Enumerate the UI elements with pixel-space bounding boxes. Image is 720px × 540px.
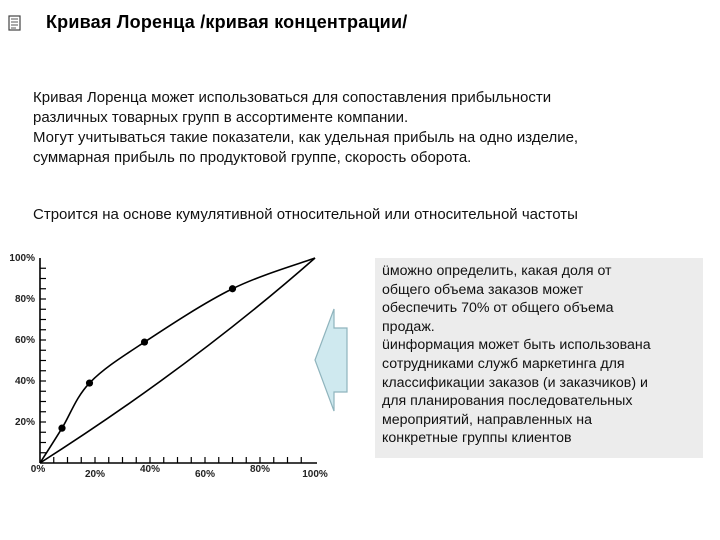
left-arrow-icon bbox=[314, 308, 348, 412]
x-tick-label: 40% bbox=[139, 464, 161, 475]
series-line-diagonal bbox=[40, 258, 315, 463]
series-line-curve bbox=[40, 258, 315, 463]
list-bullet-icon bbox=[6, 14, 24, 32]
info-line: üинформация может быть использована bbox=[382, 337, 651, 354]
data-point bbox=[86, 379, 93, 386]
data-point bbox=[229, 285, 236, 292]
x-tick-label: 0% bbox=[30, 464, 46, 475]
title-row bbox=[6, 12, 407, 33]
data-point bbox=[141, 338, 148, 345]
intro-line: различных товарных групп в ассортименте компании. bbox=[33, 109, 409, 126]
lorenz-chart bbox=[0, 245, 345, 485]
info-line: конкретные группы клиентов bbox=[382, 430, 572, 447]
x-tick-label: 100% bbox=[302, 469, 328, 480]
y-tick-label: 80% bbox=[14, 294, 35, 305]
info-line: общего объема заказов может bbox=[382, 281, 584, 298]
x-tick-label: 60% bbox=[194, 469, 216, 480]
basis-text: Строится на основе кумулятивной относительной или относительной частоты bbox=[33, 206, 578, 223]
x-tick-label: 80% bbox=[249, 464, 271, 475]
x-tick-label: 20% bbox=[84, 469, 106, 480]
y-tick-label: 20% bbox=[14, 417, 35, 428]
y-tick-label: 60% bbox=[14, 335, 35, 346]
intro-paragraph bbox=[33, 88, 673, 168]
y-tick-label: 40% bbox=[14, 376, 35, 387]
intro-line: суммарная прибыль по продуктовой группе, скорость оборота. bbox=[33, 149, 472, 166]
info-line: для планирования последовательных bbox=[382, 393, 633, 410]
info-text bbox=[382, 262, 698, 448]
data-point bbox=[58, 425, 65, 432]
info-line: сотрудниками служб маркетинга для bbox=[382, 355, 625, 372]
intro-line: Кривая Лоренца может использоваться для сопоставления прибыльности bbox=[33, 89, 552, 106]
intro-line: Могут учитываться такие показатели, как удельная прибыль на одно изделие, bbox=[33, 129, 579, 146]
info-line: продаж. bbox=[382, 318, 435, 335]
info-line: обеспечить 70% от общего объема bbox=[382, 300, 614, 317]
page-title: Кривая Лоренца /кривая концентрации/ bbox=[46, 12, 408, 32]
info-line: мероприятий, направленных на bbox=[382, 411, 593, 428]
info-line: классификации заказов (и заказчиков) и bbox=[382, 374, 648, 391]
info-line: üможно определить, какая доля от bbox=[382, 263, 612, 279]
y-tick-label: 100% bbox=[9, 253, 35, 264]
